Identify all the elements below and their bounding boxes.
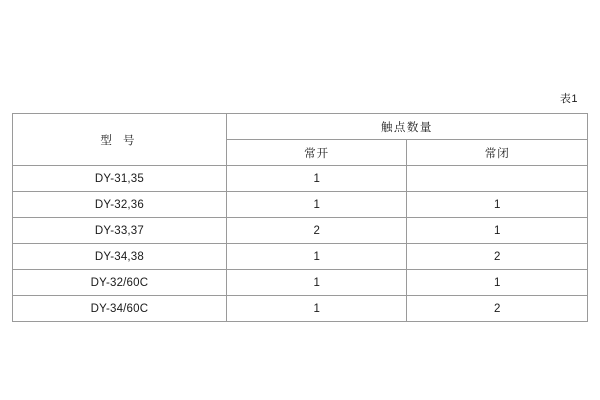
cell-model: DY-31,35 [13,166,227,192]
table-row [13,166,588,192]
table-row [13,192,588,218]
column-header-contact-quantity: 触点数量 [226,114,587,140]
cell-normally-open: 2 [226,218,407,244]
table-row [13,296,588,322]
cell-normally-closed: 2 [407,296,588,322]
cell-model: DY-32/60C [13,270,227,296]
cell-normally-open: 1 [226,270,407,296]
cell-model: DY-33,37 [13,218,227,244]
table-row [13,270,588,296]
contacts-table [12,113,588,322]
cell-normally-open: 1 [226,166,407,192]
table-caption: 表1 [559,93,578,105]
table-head [13,114,588,166]
column-header-normally-open: 常开 [226,140,407,166]
cell-normally-closed: 1 [407,192,588,218]
cell-model: DY-32,36 [13,192,227,218]
cell-model: DY-34,38 [13,244,227,270]
cell-normally-open: 1 [226,296,407,322]
column-header-model: 型 号 [13,114,227,166]
cell-normally-closed [407,166,588,192]
cell-normally-closed: 2 [407,244,588,270]
table-body [13,166,588,322]
table-row [13,218,588,244]
cell-normally-open: 1 [226,192,407,218]
column-header-normally-closed: 常闭 [407,140,588,166]
cell-normally-closed: 1 [407,270,588,296]
contacts-table-container [12,113,588,322]
table-row [13,244,588,270]
table-header-row-1 [13,114,588,140]
cell-normally-open: 1 [226,244,407,270]
cell-normally-closed: 1 [407,218,588,244]
cell-model: DY-34/60C [13,296,227,322]
